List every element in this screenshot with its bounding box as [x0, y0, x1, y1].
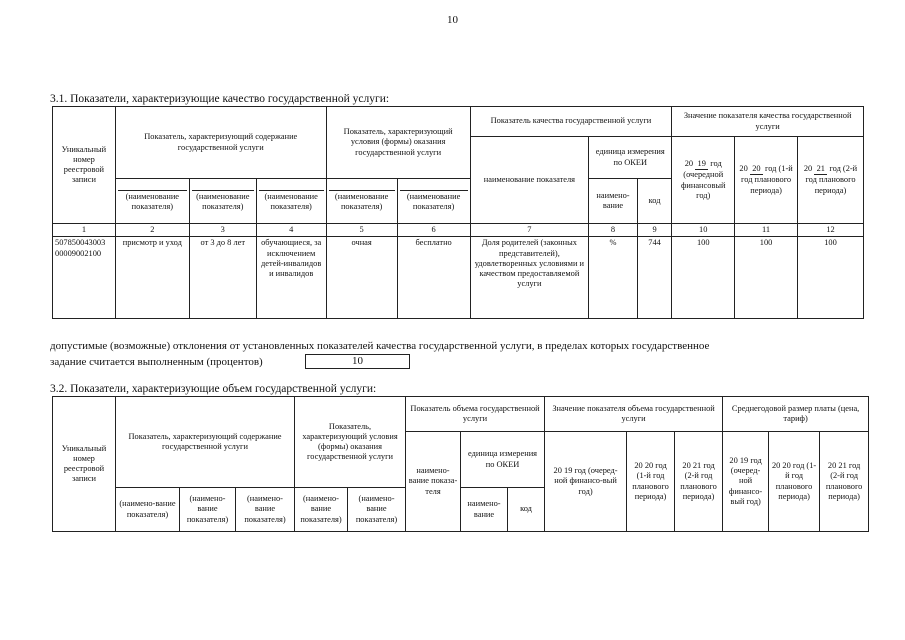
volume-table [52, 396, 869, 532]
column-number: 5 [326, 224, 397, 237]
column-number: 6 [397, 224, 470, 237]
year-1-header: 20 19 год (очередной финансовый год) [672, 137, 735, 224]
quality-section-title: 3.1. Показатели, характеризующие качество государственной услуги: [50, 93, 390, 105]
indicator-name-header: наименование показателя [470, 137, 589, 224]
unit-name-header: наимено-вание [589, 179, 638, 224]
quality-table [52, 106, 864, 319]
name-hint: (наименование показателя) [256, 179, 326, 224]
name-hint: (наименование показателя) [326, 179, 397, 224]
column-number: 7 [470, 224, 589, 237]
column-number: 1 [53, 224, 116, 237]
quality-indicator-header: Показатель качества государственной услуги [470, 107, 672, 137]
name-hint: (наимено-вание показателя) [295, 488, 348, 532]
table-cell: 744 [637, 237, 671, 319]
deviation-percent-field[interactable]: 10 [305, 354, 410, 369]
fee-header: Среднегодовой размер платы (цена, тариф) [723, 397, 869, 432]
name-hint: (наимено-вание показателя) [116, 488, 180, 532]
content-indicator-header: Показатель, характеризующий содержание государственной услуги [115, 107, 326, 179]
quality-indicator-cell: Доля родителей (законных представителей), удовлетворенных условиями и качеством предоставляемой услуги [470, 237, 589, 319]
deviation-text-line-2: задание считается выполненным (процентов) [50, 356, 263, 368]
table-row [53, 237, 864, 319]
volume-year-1-header: 20 19 год (очеред-ной финансо-вый год) [545, 432, 627, 532]
table-cell: 100 [798, 237, 864, 319]
unit-header: единица измерения по ОКЕИ [461, 432, 545, 488]
unit-code-header: код [508, 488, 545, 532]
unique-number-header: Уникальный номер реестровой записи [53, 107, 116, 224]
column-number: 9 [637, 224, 671, 237]
table-cell: очная [326, 237, 397, 319]
unique-number-header: Уникальный номер реестровой записи [53, 397, 116, 532]
quality-value-header: Значение показателя качества государственной услуги [672, 107, 864, 137]
deviation-text-line-1: допустимые (возможные) отклонения от установленных показателей качества государственной услуги, в пределах которых государственное [50, 340, 710, 352]
name-hint: (наимено-вание показателя) [180, 488, 236, 532]
volume-indicator-header: Показатель объема государственной услуги [406, 397, 545, 432]
registry-code-cell: 507850043003 00009002100 [53, 237, 116, 319]
column-number: 8 [589, 224, 638, 237]
fee-year-3-header: 20 21 год (2-й год планового периода) [820, 432, 869, 532]
table-cell: обучающиеся, за исключением детей-инвалидов и инвалидов [256, 237, 326, 319]
table-cell: от 3 до 8 лет [189, 237, 256, 319]
volume-section-title: 3.2. Показатели, характеризующие объем государственной услуги: [50, 383, 377, 395]
table-cell: бесплатно [397, 237, 470, 319]
volume-value-header: Значение показателя объема государственной услуги [545, 397, 723, 432]
volume-year-2-header: 20 20 год (1-й год планового периода) [627, 432, 675, 532]
column-number: 11 [735, 224, 798, 237]
page-number: 10 [447, 14, 458, 26]
fee-year-2-header: 20 20 год (1-й год планового периода) [769, 432, 820, 532]
table-cell: присмотр и уход [115, 237, 189, 319]
table-cell: 100 [672, 237, 735, 319]
table-cell: % [589, 237, 638, 319]
column-number: 10 [672, 224, 735, 237]
column-number: 12 [798, 224, 864, 237]
indicator-name-header: наимено-вание показа-теля [406, 432, 461, 532]
unit-code-header: код [637, 179, 671, 224]
name-hint: (наименование показателя) [115, 179, 189, 224]
name-hint: (наимено-вание показателя) [236, 488, 295, 532]
name-hint: (наименование показателя) [397, 179, 470, 224]
column-number: 3 [189, 224, 256, 237]
conditions-indicator-header: Показатель, характеризующий условия (формы) оказания государственной услуги [326, 107, 470, 179]
content-indicator-header: Показатель, характеризующий содержание государственной услуги [116, 397, 295, 488]
column-number: 4 [256, 224, 326, 237]
name-hint: (наименование показателя) [189, 179, 256, 224]
unit-header: единица измерения по ОКЕИ [589, 137, 672, 179]
column-number: 2 [115, 224, 189, 237]
table-cell: 100 [735, 237, 798, 319]
name-hint: (наимено-вание показателя) [348, 488, 406, 532]
year-2-header: 20 20 год (1-й год планового периода) [735, 137, 798, 224]
year-3-header: 20 21 год (2-й год планового периода) [798, 137, 864, 224]
unit-name-header: наимено-вание [461, 488, 508, 532]
conditions-indicator-header: Показатель, характеризующий условия (формы) оказания государственной услуги [295, 397, 406, 488]
fee-year-1-header: 20 19 год (очеред-ной финансо-вый год) [723, 432, 769, 532]
volume-year-3-header: 20 21 год (2-й год планового периода) [675, 432, 723, 532]
